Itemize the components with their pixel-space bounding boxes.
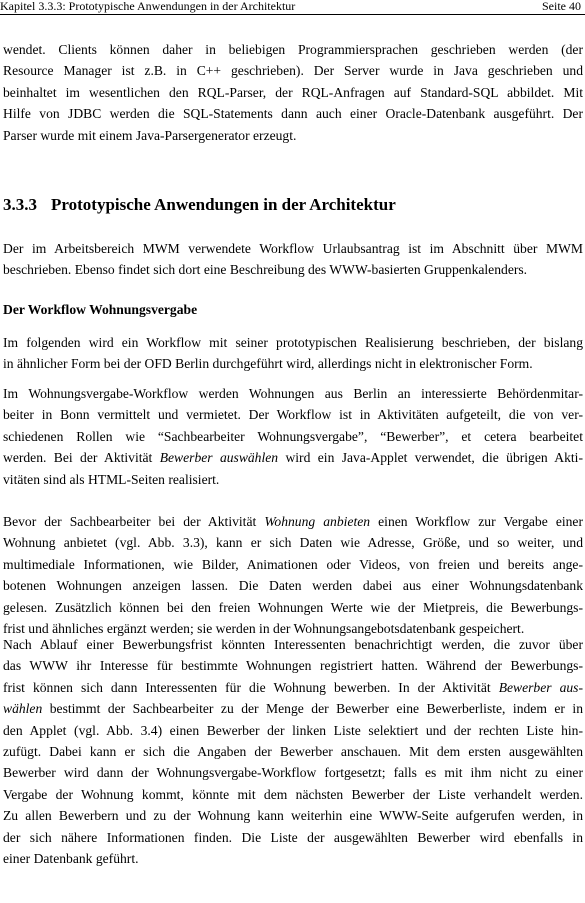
activity-name: wählen <box>3 701 43 717</box>
text-line <box>3 677 583 698</box>
text-run: einen Workflow zur Vergabe einer <box>370 514 583 529</box>
text-run: Bevor der Sachbearbeiter bei der Aktivität <box>3 514 265 529</box>
text-run: bestimmt der Sachbearbeiter zu der Menge der Bewerber eine Bewerberliste, indem er in <box>42 701 583 717</box>
text-line: frist und ähnliches ergänzt werden; sie werden in der Wohnungsangebotsdatenbank gespeichert. <box>3 620 525 636</box>
paragraph-mwm-reference <box>3 238 583 281</box>
text-line: beschrieben. Ebenso findet sich dort eine Beschreibung des WWW-basierten Gruppenkalenders. <box>3 262 528 278</box>
paragraph-offer-housing <box>3 511 583 639</box>
text-line: das WWW ihr Interesse für bestimmte Wohnungen registriert hatten. Während der Bewerbungs- <box>3 658 583 674</box>
text-line: Nach Ablauf einer Bewerbungsfrist könnten Interessenten benachrichtigt werden, die zuvor über <box>3 637 583 652</box>
text-line: der sich nähere Informationen finden. Die Liste der ausgewählten Bewerber wird ebenfalls in <box>3 829 583 845</box>
section-title: Prototypische Anwendungen in der Architektur <box>51 195 396 214</box>
paragraph-workflow-roles <box>3 383 583 490</box>
header-rule <box>0 14 585 15</box>
text-line: Vergabe der Wohnung kommt, könnte mit dem nächsten Bewerber der Liste verhandelt werden. <box>3 786 583 802</box>
header-chapter: Kapitel 3.3.3: Prototypische Anwendungen in der Architektur <box>0 0 296 13</box>
text-run: frist können sich dann Interessenten für die Wohnung bewerben. In der Aktivität <box>3 679 499 695</box>
activity-name: Bewerber aus- <box>498 679 583 695</box>
text-line <box>3 447 583 468</box>
paragraph-applicant-selection <box>3 634 583 869</box>
text-line <box>3 698 583 719</box>
activity-name: Bewerber auswählen <box>159 450 279 466</box>
text-line: Parser wurde mit einem Java-Parsergenerator erzeugt. <box>3 127 297 143</box>
header-page-number: Seite 40 <box>542 0 581 13</box>
text-line: beinhaltet im wesentlichen den RQL-Parser, der RQL-Anfragen auf Standard-SQL abbildet. Mit <box>3 84 583 100</box>
paragraph-server-description <box>3 39 583 146</box>
text-line: Hilfe von JDBC werden die SQL-Statements dann auch einer Oracle-Datenbank ausgeführt. Der <box>3 106 583 122</box>
text-line: Im Wohnungsvergabe-Workflow werden Wohnungen aus Berlin an interessierte Behördenmitar- <box>3 386 583 401</box>
text-line: Der im Arbeitsbereich MWM verwendete Workflow Urlaubsantrag ist im Abschnitt über MWM <box>3 241 583 256</box>
text-line: einer Datenbank geführt. <box>3 850 139 866</box>
text-line: vitäten sind als HTML-Seiten realisiert. <box>3 471 220 487</box>
activity-name: Wohnung anbieten <box>264 514 371 529</box>
text-line: Resource Manager ist z.B. in C++ geschrieben). Der Server wurde in Java geschrieben und <box>3 63 583 79</box>
text-line: Im folgenden wird ein Workflow mit seiner prototypischen Realisierung beschrieben, der bislang <box>3 335 583 350</box>
text-line: beiter in Bonn vermittelt und vermietet. Der Workflow ist in Aktivitäten aufgeteilt, die von ver- <box>3 407 583 423</box>
text-line: Zu allen Bewerbern und zu der Wohnung kann weiterhin eine WWW-Seite aufgerufen werden, in <box>3 808 583 824</box>
section-number: 3.3.3 <box>3 195 37 214</box>
text-line: zufügt. Dabei kann er sich die Angaben der Bewerber anschauen. Mit dem ersten ausgewählten <box>3 743 583 759</box>
text-run: wird ein Java-Applet verwendet, die übrigen Akti- <box>278 450 583 466</box>
text-line: Bewerber wird dann der Wohnungsvergabe-Workflow fortgesetzt; falls es mit ihm nicht zu einer <box>3 765 583 781</box>
text-line: multimediale Informationen, wie Bilder, Animationen oder Videos, von freien und bereits ange- <box>3 556 583 572</box>
text-line: schiedenen Rollen wie “Sachbearbeiter Wohnungsvergabe”, “Bewerber”, et cetera bearbeitet <box>3 428 583 444</box>
paragraph-workflow-intro <box>3 332 583 375</box>
text-line: gelesen. Zusätzlich können bei den freien Wohnungen Werte wie der Mietpreis, die Bewerbungs- <box>3 599 583 615</box>
subsection-heading: Der Workflow Wohnungsvergabe <box>3 302 198 317</box>
text-line: wendet. Clients können daher in beliebigen Programmiersprachen geschrieben werden (der <box>3 42 583 57</box>
text-line: Wohnung anbietet (vgl. Abb. 3.3), kann er sich Daten wie Adresse, Größe, und so weiter, und <box>3 535 583 551</box>
text-line <box>3 511 583 532</box>
text-line: in ähnlicher Form bei der OFD Berlin durchgeführt wird, allerdings nicht in elektronischer Form. <box>3 356 533 372</box>
section-heading <box>3 195 396 215</box>
text-line: den Applet (vgl. Abb. 3.4) einen Bewerber der linken Liste selektiert und der rechten Liste hin- <box>3 722 583 738</box>
text-run: werden. Bei der Aktivität <box>3 450 160 466</box>
text-line: botenen Wohnungen anzeigen lassen. Die Daten werden dabei aus einer Wohnungsdatenbank <box>3 578 583 594</box>
running-header <box>0 0 585 15</box>
